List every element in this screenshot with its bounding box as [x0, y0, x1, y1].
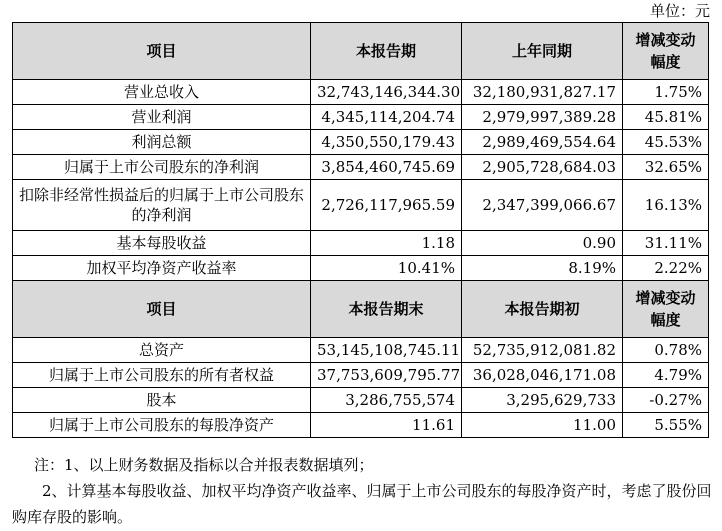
- table-row: [13, 413, 709, 438]
- column-header: 本报告期初: [462, 281, 623, 338]
- table-cell: 36,028,046,171.08: [462, 363, 623, 388]
- table-cell: 16.13%: [623, 180, 709, 231]
- table-cell: 4,350,550,179.43: [311, 130, 462, 155]
- column-header: 项目: [13, 281, 311, 338]
- column-header: 项目: [13, 23, 311, 80]
- table-cell: 2,347,399,066.67: [462, 180, 623, 231]
- table-cell: 8.19%: [462, 256, 623, 281]
- column-header: 增减变动幅度: [623, 23, 709, 80]
- table-cell: 3,295,629,733: [462, 388, 623, 413]
- financial-table-body: [13, 23, 709, 438]
- row-label: 营业总收入: [13, 80, 311, 105]
- table-cell: 0.90: [462, 231, 623, 256]
- table-row: [13, 80, 709, 105]
- row-label: 归属于上市公司股东的所有者权益: [13, 363, 311, 388]
- table-cell: 10.41%: [311, 256, 462, 281]
- row-label: 营业利润: [13, 105, 311, 130]
- table-row: [13, 155, 709, 180]
- table-cell: 2,905,728,684.03: [462, 155, 623, 180]
- table-cell: -0.27%: [623, 388, 709, 413]
- note-1: 注：1、以上财务数据及指标以合并报表数据填列；: [34, 456, 374, 474]
- table-cell: 4.79%: [623, 363, 709, 388]
- financial-data-table: [12, 22, 709, 438]
- row-label: 归属于上市公司股东的每股净资产: [13, 413, 311, 438]
- column-header: 上年同期: [462, 23, 623, 80]
- table-cell: 2.22%: [623, 256, 709, 281]
- table-cell: 45.81%: [623, 105, 709, 130]
- note-2: 2、计算基本每股收益、加权平均净资产收益率、归属于上市公司股东的每股净资产时，考虑了股份回购库存股的影响。: [12, 482, 712, 526]
- table-row: [13, 338, 709, 363]
- row-label: 归属于上市公司股东的净利润: [13, 155, 311, 180]
- table-cell: 2,989,469,554.64: [462, 130, 623, 155]
- table-cell: 11.00: [462, 413, 623, 438]
- row-label: 股本: [13, 388, 311, 413]
- table-row: [13, 231, 709, 256]
- table-row: [13, 363, 709, 388]
- table-cell: 45.53%: [623, 130, 709, 155]
- column-header: 增减变动幅度: [623, 281, 709, 338]
- table-cell: 32,743,146,344.30: [311, 80, 462, 105]
- table-cell: 1.75%: [623, 80, 709, 105]
- column-header: 本报告期末: [311, 281, 462, 338]
- table-cell: 32.65%: [623, 155, 709, 180]
- table-cell: 37,753,609,795.77: [311, 363, 462, 388]
- table-row: [13, 388, 709, 413]
- column-header: 本报告期: [311, 23, 462, 80]
- table-cell: 0.78%: [623, 338, 709, 363]
- row-label: 加权平均净资产收益率: [13, 256, 311, 281]
- row-label: 基本每股收益: [13, 231, 311, 256]
- row-label: 利润总额: [13, 130, 311, 155]
- section2-header-row: [13, 281, 709, 338]
- table-row: [13, 130, 709, 155]
- section1-header-row: [13, 23, 709, 80]
- notes: [12, 452, 712, 530]
- table-cell: 53,145,108,745.11: [311, 338, 462, 363]
- table-cell: 52,735,912,081.82: [462, 338, 623, 363]
- row-label: 扣除非经常性损益后的归属于上市公司股东的净利润: [13, 180, 311, 231]
- table-cell: 3,854,460,745.69: [311, 155, 462, 180]
- table-cell: 32,180,931,827.17: [462, 80, 623, 105]
- table-cell: 4,345,114,204.74: [311, 105, 462, 130]
- table-cell: 2,979,997,389.28: [462, 105, 623, 130]
- table-cell: 11.61: [311, 413, 462, 438]
- table-cell: 31.11%: [623, 231, 709, 256]
- table-cell: 2,726,117,965.59: [311, 180, 462, 231]
- table-cell: 3,286,755,574: [311, 388, 462, 413]
- table-row: [13, 256, 709, 281]
- row-label: 总资产: [13, 338, 311, 363]
- table-row: [13, 180, 709, 231]
- table-cell: 1.18: [311, 231, 462, 256]
- table-row: [13, 105, 709, 130]
- table-cell: 5.55%: [623, 413, 709, 438]
- unit-label: 单位：元: [649, 2, 710, 20]
